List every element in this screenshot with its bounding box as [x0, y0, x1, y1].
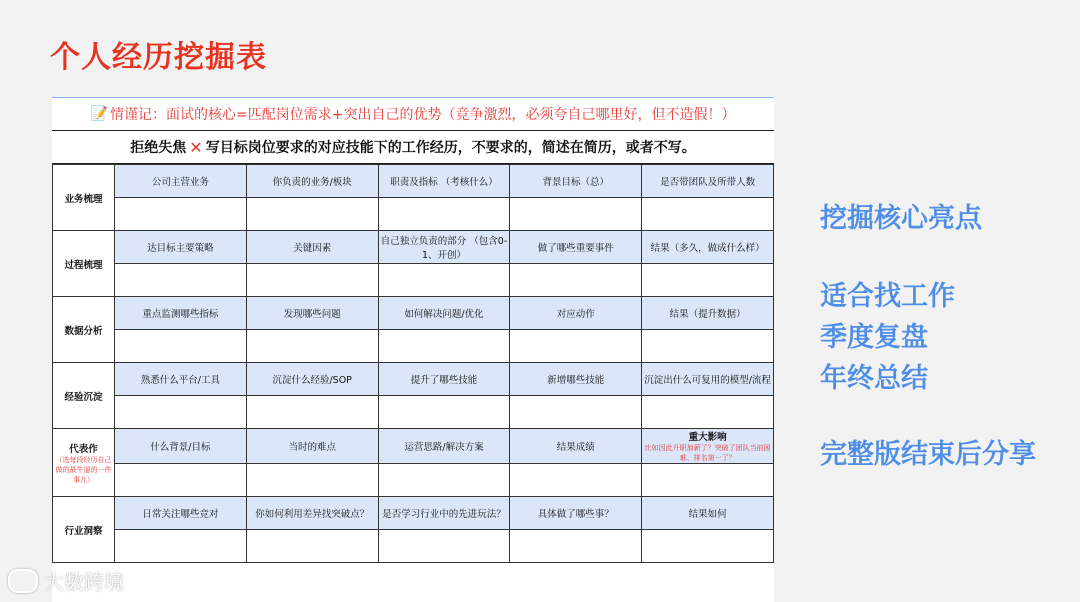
category-label: 代表作 [69, 443, 98, 455]
header-cell[interactable] [510, 231, 642, 264]
input-cell[interactable] [246, 396, 378, 429]
input-cell[interactable] [115, 396, 247, 429]
header-label: 结果（多久，做成什么样） [650, 243, 765, 254]
input-cell[interactable] [115, 198, 247, 231]
table-row [53, 396, 774, 429]
header-cell[interactable] [246, 497, 378, 530]
header-cell[interactable] [642, 363, 774, 396]
table-row [53, 165, 774, 198]
input-cell[interactable] [115, 464, 247, 497]
input-cell[interactable] [246, 330, 378, 363]
header-label: 自己独立负责的部分 （包含0-1、开创） [380, 236, 508, 261]
rule-lead: 拒绝失焦 [130, 140, 187, 156]
input-cell[interactable] [378, 464, 510, 497]
highlight-text: 挖掘核心亮点 [820, 203, 982, 234]
header-label: 提升了哪些技能 [410, 375, 478, 386]
input-cell[interactable] [510, 396, 642, 429]
input-cell[interactable] [378, 264, 510, 297]
memo-icon: 📝 [90, 106, 108, 122]
header-cell[interactable] [115, 165, 247, 198]
rule-text: 写目标岗位要求的对应技能下的工作经历，不要求的，简述在简历，或者不写。 [205, 140, 696, 156]
experience-table [52, 164, 774, 563]
header-cell[interactable] [378, 429, 510, 464]
header-label: 结果（提升数据） [669, 309, 746, 320]
row-category [53, 429, 115, 497]
header-cell[interactable] [378, 297, 510, 330]
input-cell[interactable] [246, 464, 378, 497]
input-cell[interactable] [115, 264, 247, 297]
category-label: 过程梳理 [64, 259, 103, 271]
header-cell[interactable] [378, 497, 510, 530]
header-label: 做了哪些重要事件 [537, 243, 614, 254]
watermark-text: 大数跨境 [44, 570, 124, 594]
table-row [53, 363, 774, 396]
table-row [53, 231, 774, 264]
header-cell[interactable] [510, 429, 642, 464]
header-cell[interactable] [642, 165, 774, 198]
table-row [53, 464, 774, 497]
row-category [53, 231, 115, 297]
table-row [53, 297, 774, 330]
header-label: 运营思路/解决方案 [404, 442, 484, 453]
input-cell[interactable] [510, 198, 642, 231]
header-label: 当时的难点 [288, 442, 336, 453]
input-cell[interactable] [642, 330, 774, 363]
header-cell[interactable] [510, 363, 642, 396]
input-cell[interactable] [246, 530, 378, 563]
row-category [53, 297, 115, 363]
header-label: 沉淀出什么可复用的模型/流程 [644, 375, 771, 386]
category-label: 行业洞察 [64, 525, 103, 537]
red-x-icon: ✕ [189, 137, 203, 157]
header-label: 背景目标（总） [542, 177, 610, 188]
header-cell[interactable] [378, 363, 510, 396]
header-cell[interactable] [642, 231, 774, 264]
header-label: 什么背景/目标 [150, 442, 211, 453]
input-cell[interactable] [642, 396, 774, 429]
header-label: 日常关注哪些竞对 [142, 509, 219, 520]
header-label: 关键因素 [293, 243, 332, 254]
table-row [53, 497, 774, 530]
input-cell[interactable] [510, 530, 642, 563]
header-label: 你负责的业务/板块 [272, 177, 352, 188]
use-item: 季度复盘 [820, 322, 928, 353]
table-row [53, 264, 774, 297]
table-row [53, 429, 774, 464]
header-label: 重点监测哪些指标 [142, 309, 219, 320]
header-cell[interactable] [115, 497, 247, 530]
header-cell[interactable] [115, 429, 247, 464]
use-item: 适合找工作 [820, 281, 955, 312]
header-label: 对应动作 [556, 309, 595, 320]
header-cell[interactable] [378, 165, 510, 198]
category-label: 业务梳理 [64, 193, 103, 205]
header-label: 重大影响 [688, 432, 727, 443]
header-label: 熟悉什么平台/工具 [140, 375, 220, 386]
table-row [53, 198, 774, 231]
header-cell[interactable] [246, 231, 378, 264]
input-cell[interactable] [510, 264, 642, 297]
header-label: 发现哪些问题 [283, 309, 341, 320]
input-cell[interactable] [378, 530, 510, 563]
input-cell[interactable] [246, 198, 378, 231]
header-cell[interactable] [510, 497, 642, 530]
header-cell[interactable] [115, 231, 247, 264]
input-cell[interactable] [642, 264, 774, 297]
input-cell[interactable] [378, 198, 510, 231]
header-label: 新增哪些技能 [547, 375, 605, 386]
header-label: 结果如何 [688, 509, 727, 520]
header-cell[interactable] [510, 165, 642, 198]
row-category [53, 497, 115, 563]
header-label: 沉淀什么经验/SOP [272, 375, 352, 386]
header-label: 结果成绩 [556, 442, 595, 453]
watermark [8, 566, 124, 595]
header-label: 如何解决问题/优化 [404, 309, 484, 320]
table-row [53, 330, 774, 363]
header-cell[interactable] [115, 297, 247, 330]
header-label: 达目标主要策略 [147, 243, 214, 254]
note-text: 情谨记：面试的核心=匹配岗位需求+突出自己的优势（竞争激烈，必须夸自己哪里好，但不造假！） [109, 107, 736, 123]
note-banner [52, 98, 774, 131]
header-label: 公司主营业务 [151, 177, 209, 188]
use-item: 年终总结 [820, 363, 928, 394]
header-label: 是否带团队及所带人数 [660, 177, 756, 188]
input-cell[interactable] [378, 396, 510, 429]
header-cell[interactable] [115, 363, 247, 396]
rule-banner [52, 131, 774, 164]
row-category [53, 363, 115, 429]
input-cell[interactable] [115, 530, 247, 563]
row-category [53, 165, 115, 231]
input-cell[interactable] [642, 530, 774, 563]
input-cell[interactable] [246, 264, 378, 297]
header-cell[interactable] [246, 165, 378, 198]
header-cell[interactable] [510, 297, 642, 330]
category-note: （选每段经历自己做的最牛逼的一件事儿） [55, 455, 112, 484]
input-cell[interactable] [115, 330, 247, 363]
header-cell[interactable] [246, 297, 378, 330]
category-label: 数据分析 [64, 325, 103, 337]
page-title: 个人经历挖掘表 [50, 40, 267, 75]
table-row [53, 530, 774, 563]
input-cell[interactable] [510, 330, 642, 363]
category-label: 经验沉淀 [64, 391, 103, 403]
header-cell[interactable] [642, 429, 774, 464]
header-note: 比如因此升职加薪了？突破了团队当前困难、排名第一了？ [644, 444, 771, 462]
header-cell[interactable] [378, 231, 510, 264]
header-cell[interactable] [246, 363, 378, 396]
input-cell[interactable] [378, 330, 510, 363]
header-cell[interactable] [246, 429, 378, 464]
input-cell[interactable] [642, 464, 774, 497]
header-label: 职责及指标 （考核什么） [390, 177, 498, 188]
experience-sheet [52, 97, 774, 602]
header-label: 你如何利用差异找突破点？ [255, 509, 370, 520]
share-text: 完整版结束后分享 [820, 439, 1036, 470]
input-cell[interactable] [642, 198, 774, 231]
header-cell[interactable] [642, 497, 774, 530]
header-label: 具体做了哪些事？ [537, 509, 614, 520]
header-cell[interactable] [642, 297, 774, 330]
header-label: 是否学习行业中的先进玩法？ [382, 509, 506, 520]
input-cell[interactable] [510, 464, 642, 497]
brand-logo-icon [8, 569, 38, 593]
